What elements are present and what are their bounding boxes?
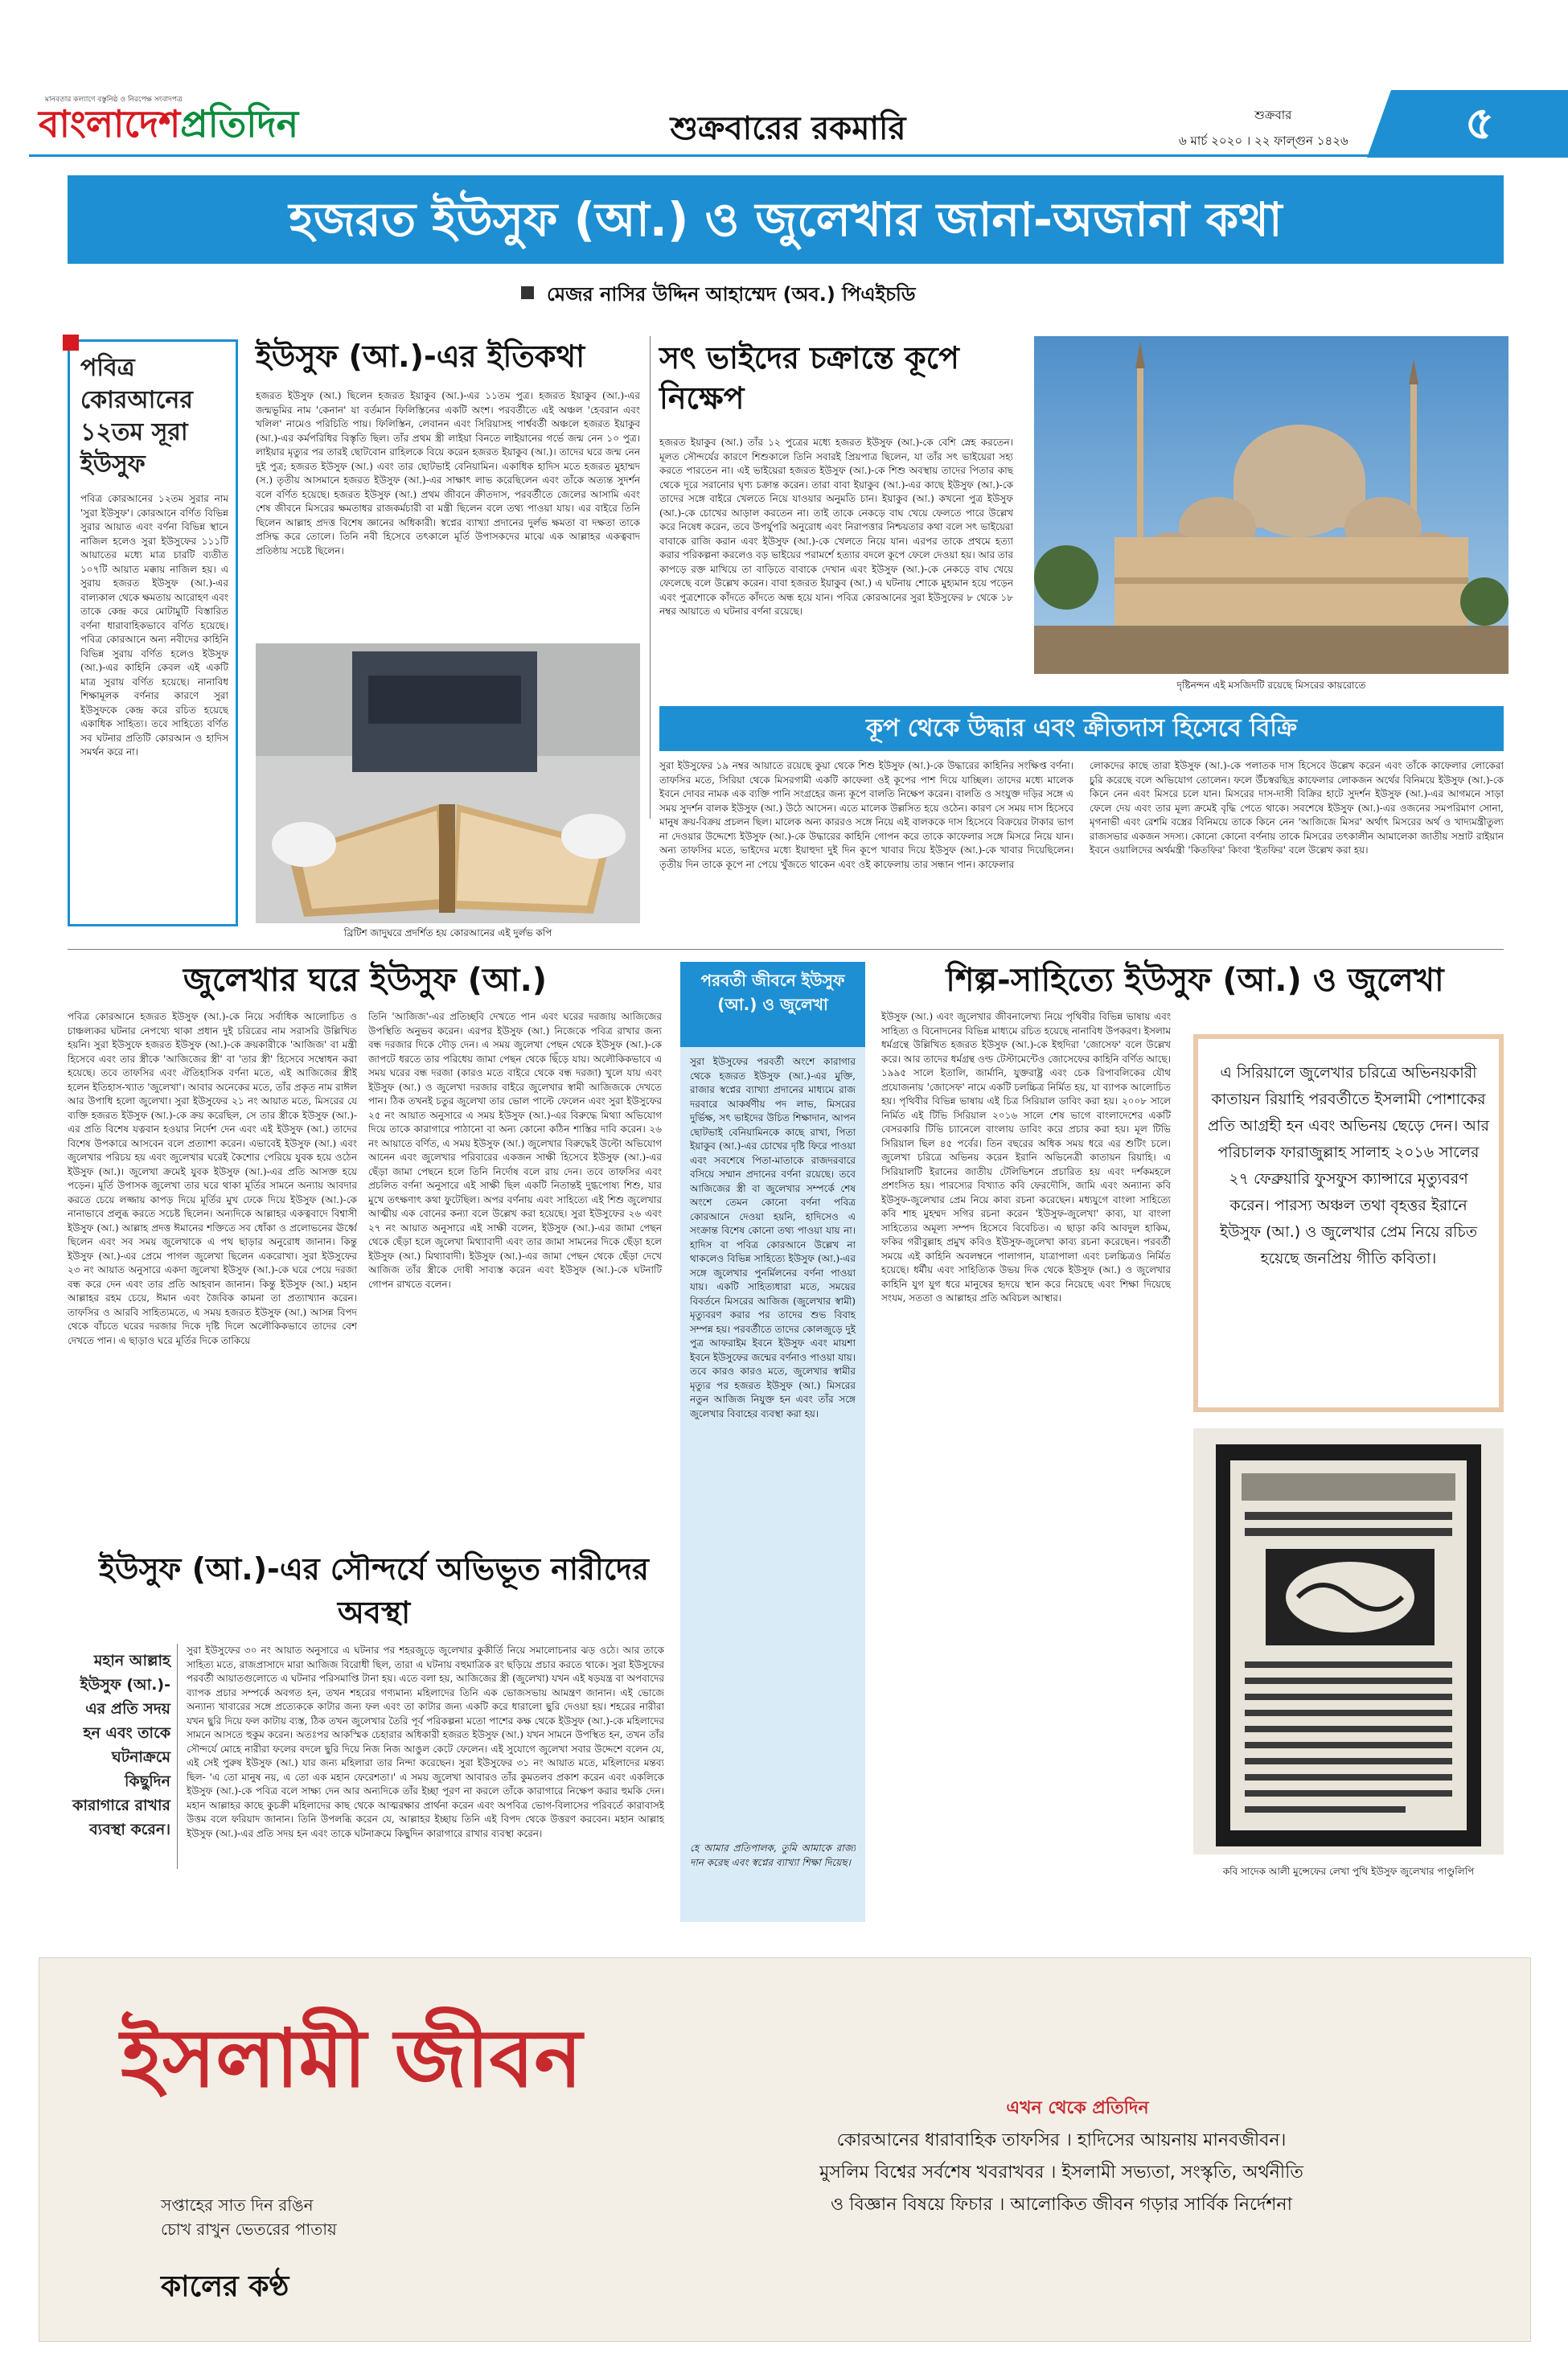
ad-right-line-2: মুসলিম বিশ্বের সর্বশেষ খবরাখবর । ইসলামী সভ্যতা, সংস্কৃতি, অর্থনীতি	[819, 2162, 1303, 2183]
sidebar-text: পবিত্র কোরআনের ১২তম সুরার নাম 'সুরা ইউসুফ'। কোরআনে বর্ণিত বিভিন্ন সুরার আয়াত এবং বর্ণনা বিভিন্ন স্থানে নাজিল হলেও সুরা ইউসুফের ১১১টি আয়াতের মধ্যে মাত্র চারটি ব্যতীত ১০৭টি আয়াত মক্কায় নাজিল হয়। এ সুরায় হজরত ইউসুফ (আ.)-এর বাল্যকাল থেকে ক্ষমতায় আরোহণ এবং তাকে কেন্দ্র করে মোটামুটি বিস্তারিত বর্ণনা ধারাবাহিকভাবে বর্ণিত হয়েছে। পবিত্র কোরআনে অন্য নবীদের কাহিনি বিভিন্ন সুরায় বর্ণিত হলেও ইউসুফ (আ.)-এর কাহিনি কেবল এই একটি মাত্র সুরায় বর্ণিত হয়েছে। নানাবিধ শিক্ষামূলক বর্ণনার কারণে সুরা ইউসুফকে কেন্দ্র করে রচিত হয়েছে একাধিক সাহিত্য। তবে সাহিত্যে বর্ণিত সব ঘটনার প্রতিটি কোরআন ও হাদিস সমর্থন করে না।	[80, 493, 228, 758]
sidebar-title: পবিত্র কোরআনের ১২তম সূরা ইউসুফ	[80, 354, 193, 478]
manuscript-photo	[1193, 1428, 1504, 1854]
masthead-tagline: মানবতার কল্যাণে বস্তুনিষ্ঠ ও নিরপেক্ষ সংবাদপত্র	[45, 96, 183, 104]
headline: হজরত ইউসুফ (আ.) ও জুলেখার জানা-অজানা কথা	[289, 192, 1283, 247]
well-title: সৎ ভাইদের চক্রান্তে কূপে নিক্ষেপ	[659, 340, 959, 416]
zulekha-house-text-col1: পবিত্র কোরআনে হজরত ইউসুফ (আ.)-কে নিয়ে সর্বাধিক আলোচিত ও চাঞ্চল্যকর ঘটনার নেপথ্যে থাকা প্রধান দুই চরিত্রের নাম সরাসরি উল্লিখিত হয়নি। সুরা ইউসুফে হজরত ইউসুফ (আ.)-কে ক্রয়কারীকে 'আজিজ' বা মন্ত্রী হিসেবে এবং তার স্ত্রীকে 'আজিজের স্ত্রী' বা 'তার স্ত্রী' হিসেবে সম্বোধন করা হয়েছে। তবে তাফসির এবং ঐতিহাসিক বর্ণনা মতে, এই আজিজের স্ত্রীই হলেন ইতিহাস-খ্যাত 'জুলেখা'। আবার অনেকের মতে, তাঁর প্রকৃত নাম রাঈল আর উপাধি হলো জুলেখা। সুরা ইউসুফের ২১ নং আয়াত মতে, মিসরের যে ব্যক্তি হজরত ইউসুফ (আ.)-কে ক্রয় করেছিল, সে তার স্ত্রীকে ইউসুফ (আ.)-এর প্রতি বিশেষ যত্নবান হওয়ার নির্দেশ দেন এবং এই ইউসুফ (আ.) তাদের বিশেষ উপকারে আসবেন বলে প্রত্যাশা করেন। এভাবেই ইউসুফ (আ.) এবং জুলেখার পরিচয় হয় এবং জুলেখার ঘরেই কৈশোর পেরিয়ে যুবক হয়ে ওঠেন ইউসুফ (আ.)। জুলেখা ক্রমেই যুবক ইউসুফ (আ.)-এর প্রতি আসক্ত হয়ে পড়েন। মূর্তি উপাসক জুলেখা তার ঘরে থাকা মূর্তির সামনে অন্যায় আবদার করতে চেয়ে লজ্জায় কাপড় দিয়ে মূর্তির মুখ ঢেকে দিয়ে ইউসুফ (আ.)-কে নানাভাবে প্রলুব্ধ করতে সচেষ্ট ছিলেন। অন্যদিকে আল্লাহর একত্ববাদে বিশ্বাসী ইউসুফ (আ.) আল্লাহ প্রদত্ত ঈমানের শক্তিতে সব ধোঁকা ও প্রলোভনের ঊর্ধ্বে ছিলেন এবং সব সময় জুলেখাকে এ পথ ছাড়ার অনুরোধ জানান। কিন্তু ইউসুফ (আ.)-এর প্রেমে পাগল জুলেখা ছিলেন একরোখা। সুরা ইউসুফের ২৩ নং আয়াত অনুসারে একদা জুলেখা ইউসুফ (আ.)-কে ঘরে পেয়ে দরজা বন্ধ করে দেন এবং তার প্রতি আহবান জানান। কিন্তু ইউসুফ (আ.) মহান আল্লাহর রহম চেয়ে, ঈমান এবং জৈবিক কামনা তা প্রত্যাখ্যান করেন। তাফসির ও আরবি সাহিত্যমতে, এ সময় হজরত ইউসুফ (আ.) আসন্ন বিপদ থেকে বাঁচতে ঘরের দরজার দিকে দৃষ্টি দিলে অলৌকিকভাবে তাদের বেশ দেখতে পান। এ ছাড়াও ঘরে মূর্তির দিকে তাকিয়ে	[68, 1011, 357, 1346]
arts-text: ইউসুফ (আ.) এবং জুলেখার জীবনালেখ্য নিয়ে পৃথিবীর বিভিন্ন ভাষায় এবং সাহিত্য ও বিনোদনের বিভিন্ন মাধ্যমে রচিত হয়েছে নানাবিধ উপকরণ। ইসলাম ধর্মগ্রন্থে উল্লিখিত হজরত ইউসুফ (আ.)-কে ইহুদিরা 'জোসেফ' বলে উল্লেখ করে। আর তাদের ধর্মগ্রন্থ ওল্ড টেস্টামেন্টেও জোসেফের কাহিনি বর্ণিত আছে। ১৯৯৫ সালে ইতালি, জার্মানি, যুক্তরাষ্ট্র এবং চেক রিপাবলিকের যৌথ প্রযোজনায় 'জোসেফ' নামে একটি চলচ্চিত্র নির্মিত হয়, যা ব্যাপক আলোচিত হয়। পৃথিবীর বিভিন্ন ভাষায় এই চিত্র সিরিয়াল ডাবিং করা হয়। ২০০৮ সালে নির্মিত এই টিভি সিরিয়াল ২০১৬ সালে শেষ ভাগে বাংলাদেশের একটি বেসরকারি টিভি চ্যানেলে বাংলায় ডাবিং করে প্রচার করা হয়। মূল টিভি সিরিয়াল ছিল ৪৫ পর্বের। তিন বছরের অধিক সময় ধরে এর শুটিং চলে। জুলেখা চরিত্রে অভিনয় করেন ইরানি অভিনেত্রী কাতায়ন রিয়াহি। এ সিরিয়ালটি ইরানের জাতীয় টেলিভিশনে প্রচারিত হয় এবং দর্শকমহলে প্রশংসিত হয়। পারস্যের বিখ্যাত কবি ফেরদৌসি, জামি এবং অন্যান্য কবি ইউসুফ-জুলেখার প্রেম নিয়ে কাব্য রচনা করেছেন। মধ্যযুগে বাংলা সাহিত্যে কবি শাহ মুহম্মদ সগির রচনা করেন 'ইউসুফ-জুলেখা' কাব্য, যা বাংলা সাহিত্যের অমূল্য সম্পদ হিসেবে বিবেচিত। এ ছাড়া কবি আবদুল হাকিম, ফকির গরীবুল্লাহ প্রমুখ কবিও ইউসুফ-জুলেখা কাব্য রচনা করেছেন। পরবর্তী সময়ে এই কাহিনি অবলম্বনে পালাগান, যাত্রাপালা এবং চলচ্চিত্রও নির্মিত হয়েছে। ধর্মীয় এবং সাহিত্যিক উভয় দিক থেকে ইউসুফ (আ.) ও জুলেখার কাহিনি যুগ যুগ ধরে মানুষের হৃদয়ে স্থান করে নিয়েছে এবং শিক্ষা দিয়েছে সংযম, সততা ও আল্লাহর প্রতি অবিচল আস্থার।	[881, 1011, 1171, 1304]
newspaper-logo[interactable]	[39, 100, 360, 148]
masthead-underline	[29, 154, 1428, 157]
section-title: শুক্রবারের রকমারি	[670, 110, 906, 147]
issue-date: ৬ মার্চ ২০২০ । ২২ ফাল্গুন ১৪২৬	[1179, 133, 1348, 148]
well-text: হজরত ইয়াকুব (আ.) তাঁর ১২ পুত্রের মধ্যে হজরত ইউসুফ (আ.)-কে বেশি স্নেহ করতেন। মূলত সৌন্দর্যের কারণে শিশুকালে তিনি সবারই প্রিয়পাত্র ছিলেন, যা তাঁর সৎ ভাইয়েরা সহ্য করতে পারতেন না। এই ভাইয়েরা হজরত ইউসুফ (আ.)-কে শিশু অবস্থায় তাদের পিতার কাছ থেকে দূরে সরানোর ঘৃণ্য চক্রান্ত করেন। তারা বাবা ইয়াকুব (আ.)-এর কাছে ইউসুফ (আ.)-কে তাদের সঙ্গে বাইরে খেলতে নিয়ে যাওয়ার অনুমতি চান। ইয়াকুব (আ.) কখনো পুত্র ইউসুফ (আ.)-কে চোখের আড়াল করতেন না। তাই তাকে নেকড়ে বাঘ খেয়ে ফেলতে পারে উল্লেখ করে নিষেধ করেন, তবে উপর্যুপরি অনুরোধ এবং নিরাপত্তার নিশ্চয়তার কথা বলে সৎ ভাইয়েরা বাবাকে রাজি করান এবং ইউসুফ (আ.)-কে খেলতে নিয়ে যান। এরপর তাকে প্রথমে হত্যা করার পরিকল্পনা করলেও বড় ভাইয়ের পরামর্শে হত্যার বদলে কূপে ফেলে দেওয়া হয়। আর তার কাপড়ে রক্ত মাখিয়ে তা বাড়িতে বাবাকে দেখান এবং ইউসুফ (আ.)-কে নেকড়ে বাঘ খেয়ে ফেলেছে বলে উল্লেখ করেন। বাবা হজরত ইয়াকুব (আ.) এ ঘটনায় শোকে মুহ্যমান হয়ে পড়েন এবং পুত্রশোকে কাঁদতে কাঁদতে অন্ধ হয়ে যান। পবিত্র কোরআনের সুরা ইউসুফের ৮ থেকে ১৮ নম্বর আয়াতে এ ঘটনার বর্ণনা রয়েছে।	[659, 437, 1013, 617]
mosque-photo-caption: দৃষ্টিনন্দন এই মসজিদটি রয়েছে মিসরের কায়রোতে	[1176, 680, 1366, 691]
history-title: ইউসুফ (আ.)-এর ইতিকথা	[256, 339, 585, 374]
beauty-pull-quote: মহান আল্লাহ ইউসুফ (আ.)-এর প্রতি সদয় হন এবং তাকে ঘটনাক্রমে কিছুদিন কারাগারে রাখার ব্যবস্থা করেন।	[72, 1652, 170, 1838]
zulekha-house-text-col2: তিনি 'আজিজ'-এর প্রতিচ্ছবি দেখতে পান এবং ঘরের দরজায় আজিজের উপস্থিতি অনুভব করেন। এরপর ইউসুফ (আ.) নিজেকে পবিত্র রাখার জন্য বন্ধ দরজার দিকে দৌড় দেন। এ সময় জুলেখা পেছন থেকে ইউসুফ (আ.)-কে জাপটে ধরতে তার পরিধেয় জামা পেছন থেকে ছিঁড়ে যায়। অলৌকিকভাবে এ সময় ঘরের বন্ধ দরজা (কারও মতে বাইরে থেকে বন্ধ দরজা) খুলে যায় এবং ইউসুফ (আ.) ও জুলেখা দরজার বাইরে জুলেখার স্বামী আজিজকে দেখতে পান। ঠিক তখনই চতুর জুলেখা তার ভোল পাল্টে ফেলেন এবং সুরা ইউসুফের ২৫ নং আয়াত অনুসারে এ সময় ইউসুফ (আ.)-এর বিরুদ্ধে মিথ্যা অভিযোগ দিয়ে তাকে কারাগারে পাঠানো বা অন্য কোনো কঠিন শাস্তির দাবি করেন। ২৬ নং আয়াতে বর্ণিত, এ সময় ইউসুফ (আ.) জুলেখার বিরুদ্ধেই উল্টো অভিযোগ আনেন এবং জুলেখার পরিবারের একজন সাক্ষী হিসেবে ইউসুফ (আ.)-এর ছেঁড়া জামা পেছনে হলে তিনি নির্দোষ বলে রায় দেন। তবে তাফসির এবং প্রচলিত বর্ণনা অনুসারে এই সাক্ষী ছিল একটি নিতান্তই দুগ্ধপোষ্য শিশু, যার মুখে তৎক্ষণাৎ কথা ফুটেছিল। অপর বর্ণনায় এবং সাহিত্যে এই শিশু জুলেখার আত্মীয় এক বোনের কন্যা বলে উল্লেখ করা হয়েছে। সুরা ইউসুফের ২৬ এবং ২৭ নং আয়াত অনুসারে এই সাক্ষী বলেন, ইউসুফ (আ.)-এর জামা পেছন থেকে ছেঁড়া হলে জুলেখা মিথ্যাবাদী এবং তার জামা সামনের দিকে ছেঁড়া হলে ইউসুফ (আ.) মিথ্যাবাদী। ইউসুফ (আ.)-এর জামা পেছন থেকে ছেঁড়া দেখে আজিজ তাঁর স্ত্রীকে দোষী সাব্যস্ত করেন এবং ইউসুফ (আ.)-কে ঘটনাটি গোপন রাখতে বলেন।	[368, 1011, 662, 1290]
pull-quote-divider	[177, 1644, 178, 1869]
ad-brand: কালের কণ্ঠ	[161, 2270, 289, 2303]
ad-right-line-1: কোরআনের ধারাবাহিক তাফসির । হাদিসের আয়নায় মানবজীবন।	[836, 2130, 1287, 2150]
byline-marker-icon	[521, 286, 534, 299]
byline: মেজর নাসির উদ্দিন আহাম্মেদ (অব.) পিএইচডি	[547, 283, 916, 306]
beauty-text: সুরা ইউসুফের ৩০ নং আয়াত অনুসারে এ ঘটনার পর শহরজুড়ে জুলেখার কুকীর্তি নিয়ে সমালোচনার ঝড় ওঠে। আর তাকে সাহিত্য মতে, রাজপ্রাসাদে মারা আজিজ বিরোধী ছিল, তারা এ ঘটনায় বহুমাত্রিক রং ছড়িয়ে প্রচার করতে থাকে। সুরা ইউসুফের পরবর্তী আয়াতগুলোতে এ ঘটনার পরিসমাপ্তি টানা হয়। এতে বলা হয়, আজিজের স্ত্রী (জুলেখা) যখন এই ষড়যন্ত্র বা অপবাদের ব্যাপক প্রচার সম্পর্কে অবগত হন, তখন শহরের গণ্যমান্য মহিলাদের তিনি এক ভোজসভায় আমন্ত্রণ জানান। এই ভোজে অন্যান্য খাবারের সঙ্গে প্রত্যেককে কাটার জন্য ফল এবং তা কাটার জন্য একটি করে ধারালো ছুরি দেওয়া হয়। শহরের নারীরা যখন ছুরি দিয়ে ফল কাটায় ব্যস্ত, ঠিক তখন জুলেখার তৈরি পূর্ব পরিকল্পনা মতো পাশের কক্ষ থেকে ইউসুফ (আ.)-কে মহিলাদের সামনে আসতে হুকুম করেন। অতঃপর আকস্মিক চেহারার অধিকারী হজরত ইউসুফ (আ.) যখন সামনে উপস্থিত হন, তখন তাঁর সৌন্দর্যে মোহে নারীরা ফলের বদলে ছুরি দিয়ে নিজ নিজ আঙুল কেটে ফেলেন। এই সুযোগে জুলেখা সবার উদ্দেশে বলেন যে, এই সেই পুরুষ ইউসুফ (আ.) যার জন্য মহিলারা তার নিন্দা করেছেন। সুরা ইউসুফের ৩১ নং আয়াত মতে, মহিলাদের মন্তব্য ছিল- 'এ তো মানুষ নয়, এ তো এক মহান ফেরেশতা।' এ সময় জুলেখা আবারও তাঁর কুমতলব প্রকাশ করেন এবং একলিকে ইউসুফ (আ.)-কে পবিত্র বলে সাক্ষ্য দেন আর অন্যদিকে তাঁর ইচ্ছা পূরণ না করলে তাঁকে কারাগারে নিক্ষেপ করার হুমকি দেন। মহান আল্লাহর কাছে কুচক্রী মহিলাদের কাছ থেকে আত্মরক্ষার প্রার্থনা করেন এবং অপবিত্র ভোগ-বিলাসের পরিবর্তে কারাবাসই উত্তম বলে ফরিয়াদ জানান। তিনি উপলব্ধি করেন যে, আল্লাহর ইচ্ছায় তিনি এই বিপদ থেকে উত্তরণ করবেন। মহান আল্লাহ ইউসুফ (আ.)-এর প্রতি সদয় হন এবং তাকে ঘটনাক্রমে কিছুদিন কারাগারে রাখার ব্যবস্থা করেন।	[187, 1645, 664, 1839]
masthead	[0, 0, 1568, 169]
cairo-mosque-photo	[1034, 336, 1508, 674]
logo-part-2: প্রতিদিন	[180, 102, 299, 146]
column-divider	[650, 336, 651, 819]
slave-text-col2: লোকদের কাছে তারা ইউসুফ (আ.)-কে পলাতক দাস হিসেবে উল্লেখ করেন এবং তাঁকে কাফেলার লোকেরা চুরি করেছে বলে অভিযোগ তোলেন। ফলে উঁচস্বরছিদ্র কাফেলার লোকজন অর্থের বিনিময়ে ইউসুফ (আ.)-কে কিনে নেন এবং মিসরে চলে যান। মিসরের দাস-দাসী বিক্রির হাটে সুদর্শন ইউসুফ (আ.)-এর আগমনে সাড়া ফেলে দেয় এবং তার মূল্য ক্রমেই বৃদ্ধি পেতে থাকে। সবশেষে ইউসুফ (আ.)-এর ওজনের সমপরিমাণ সোনা, মৃগনাভী এবং রেশমি বস্ত্রের বিনিময়ে তাকে কিনে নেন 'আজিজে মিসর' অর্থাৎ মিসরের অর্থ ও খাদ্যমন্ত্রীতুল্য রাজসভার একজন সদস্য। কোনো কোনো বর্ণনায় তাকে মিসরের তৎকালীন আমালেকা জাতীয় সম্রাট রাইয়ান ইবনে ওয়ালিদের অর্থমন্ত্রী 'কিতফির' কিংবা 'ইতফির' বলে উল্লেখ করা হয়।	[1090, 760, 1504, 856]
ad-title: ইসলামী জীবন	[121, 2011, 582, 2105]
ad-line-2: চোখ রাখুন ভেতরের পাতায়	[161, 2220, 337, 2239]
ad-right-line-3: ও বিজ্ঞান বিষয়ে ফিচার । আলোকিত জীবন গড়ার সার্বিক নির্দেশনা	[831, 2195, 1292, 2215]
slave-text-col1: সুরা ইউসুফের ১৯ নম্বর আয়াতে রয়েছে কুয়া থেকে শিশু ইউসুফ (আ.)-কে উদ্ধারের কাহিনির সংক্ষিপ্ত বর্ণনা। তাফসির মতে, সিরিয়া থেকে মিসরগামী একটি কাফেলা ওই কূপের পাশ দিয়ে যাচ্ছিল। তাদের মধ্যে মালেক ইবনে দোবর নামক এক ব্যক্তি পানি সংগ্রহের জন্য কূপে বালতি নিক্ষেপ করেন। বালতি ও সংযুক্ত দড়ির সঙ্গে এ সময় সুদর্শন বালক ইউসুফ (আ.) উঠে আসেন। এতে মালেক উল্লসিত হয়ে ওঠেন। কারণ সে সময় দাস হিসেবে মানুষ ক্রয়-বিক্রয় প্রচলন ছিল। মালেক অন্য কাররও সঙ্গে নিয়ে এই বালককে দাস হিসেবে বিক্রয়ের টাকার ভাগ না দেওয়ার উদ্দেশ্যে ইউসুফ (আ.)-কে উদ্ধারের কাহিনি গোপন করে তাকে কাফেলার সঙ্গে মিসরে নিয়ে যান। অন্য তাফসির মতে, ভাইদের মধ্যে ইয়াহুদা দুই দিন কূপে খাবার দিয়ে ইউসুফ (আ.)-কে খাবার দিয়েছিলেন। তৃতীয় দিন তাকে কূপে না পেয়ে খুঁজতে থাকেন এবং ওই কাফেলায় তার সন্ধান পান। কাফেলার	[659, 760, 1073, 870]
issue-day: শুক্রবার	[1254, 108, 1292, 122]
zulekha-house-title: জুলেখার ঘরে ইউসুফ (আ.)	[183, 962, 548, 999]
ad-line-1: সপ্তাহের সাত দিন রঙিন	[161, 2195, 314, 2215]
highlight-text: এ সিরিয়ালে জুলেখার চরিত্রে অভিনয়কারী কাতায়ন রিয়াহি পরবর্তীতে ইসলামী পোশাকের প্রতি আগ্রহী হন এবং অভিনয় ছেড়ে দেন। আর পরিচালক ফারাজুল্লাহ সালাহ ২০১৬ সালের ২৭ ফেব্রুয়ারি ফুসফুস ক্যান্সারে মৃত্যুবরণ করেন। পারস্য অঞ্চল তথা বৃহত্তর ইরানে ইউসুফ (আ.) ও জুলেখার প্রেম নিয়ে রচিত হয়েছে জনপ্রিয় গীতি কবিতা।	[1208, 1064, 1489, 1267]
sidebar-box-accent	[63, 335, 79, 351]
beauty-title: ইউসুফ (আ.)-এর সৌন্দর্যে অভিভূত নারীদের অবস্থা	[99, 1551, 649, 1630]
slave-title: কূপ থেকে উদ্ধার এবং ক্রীতদাস হিসেবে বিক্রি	[865, 714, 1298, 742]
ad-right-title: এখন থেকে প্রতিদিন	[1006, 2098, 1149, 2118]
history-text: হজরত ইউসুফ (আ.) ছিলেন হজরত ইয়াকুব (আ.)-এর ১১তম পুত্র। হজরত ইয়াকুব (আ.)-এর জন্মভূমির নাম 'কেনান' যা বর্তমান ফিলিস্তিনের একটি অংশ। পরবর্তীতে এই অঞ্চল 'হেবরান এবং খলিল' নামেও পরিচিতি পায়। ফিলিস্তিন, লেবানন এবং সিরিয়াসহ পার্শ্ববর্তী অঞ্চলে হজরত ইয়াকুব (আ.)-এর কর্মপরিধির বিস্তৃতি ছিল। তাঁর প্রথম স্ত্রী লাইয়া বিনতে লাইয়ানের গর্ভে জন্ম নেন ১০ পুত্র। লাইয়ার মৃত্যুর পর তারই ছোটবোন রাহিলকে বিয়ে করেন হজরত ইয়াকুব (আ.)। তাদের ঘরে জন্ম নেন দুই পুত্র; হজরত ইউসুফ (আ.) এবং তার ছোটভাই বেনিয়ামিন। একাধিক হাদিস মতে হজরত মুহাম্মদ (স.) তৃতীয় আসমানে হজরত ইউসুফ (আ.)-এর সাক্ষাৎ লাভ করেছিলেন এবং তাঁকে অত্যন্ত সুদর্শন বলে বর্ণিত হয়েছে। হজরত ইউসুফ (আ.) প্রথম জীবনে ক্রীতদাস, পরবর্তীতে জেলের আসামি এবং শেষ জীবনে মিসরের ক্ষমতাধর রাজকর্মচারী বা মন্ত্রী ছিলেন বলে তথ্য পাওয়া যায়। এর বাইরে তিনি ছিলেন আল্লাহ প্রদত্ত বিশেষ জ্ঞানের অধিকারী। স্বপ্নের ব্যাখ্যা প্রদানের দুর্লভ ক্ষমতা বা দক্ষতা তাকে প্রসিদ্ধ করে তোলে। তিনি নবী হিসেবে তৎকালে মূর্তি উপাসকদের মাঝে এক আল্লাহর একত্ববাদ প্রতিষ্ঠায় সচেষ্ট ছিলেন।	[256, 390, 640, 557]
arts-title: শিল্প-সাহিত্যে ইউসুফ (আ.) ও জুলেখা	[946, 962, 1444, 999]
manuscript-caption: কবি সাদেক আলী মুন্সেফের লেখা পুথি ইউসুফ জুলেখার পাণ্ডুলিপি	[1222, 1866, 1475, 1877]
later-life-title: পরবর্তী জীবনে ইউসুফ (আ.) ও জুলেখা	[700, 971, 845, 1014]
page-number: ৫	[1464, 97, 1495, 150]
later-life-text: সুরা ইউসুফের পরবর্তী অংশে কারাগার থেকে হজরত ইউসুফ (আ.)-এর মুক্তি, রাজার স্বপ্নের ব্যাখ্যা প্রদানের মাধ্যমে রাজ দরবারে আকর্ষণীয় পদ লাভ, মিসরের দুর্ভিক্ষ, সৎ ভাইদের উচিত শিক্ষাদান, আপন ছোটভাই বেনিয়ামিনকে কাছে রাখা, পিতা ইয়াকুব (আ.)-এর চোখের দৃষ্টি ফিরে পাওয়া এবং সবশেষে পিতা-মাতাকে রাজদরবারে বসিয়ে সম্মান প্রদানের বর্ণনা রয়েছে। তবে আজিজের স্ত্রী বা জুলেখার সম্পর্কে শেষ অংশে তেমন কোনো বর্ণনা পবিত্র কোরআনে দেওয়া হয়নি, হাদিসেও এ সংক্রান্ত বিশেষ কোনো তথ্য পাওয়া যায় না। হাদিস বা পবিত্র কোরআনে উল্লেখ না থাকলেও বিভিন্ন সাহিত্যে ইউসুফ (আ.)-এর সঙ্গে জুলেখার পুনর্মিলনের বর্ণনা পাওয়া যায়। একটি সাহিত্যধারা মতে, সময়ের বিবর্তনে মিসরের আজিজ (জুলেখার স্বামী) মৃত্যুবরণ করার পর তাদের শুভ বিবাহ সম্পন্ন হয়। পরবর্তীতে তাদের কোলজুড়ে দুই পুত্র আফরাইম ইবনে ইউসুফ এবং মায়শা ইবনে ইউসুফের জন্মের বর্ণনাও পাওয়া যায়। তবে কারও কারও মতে, জুলেখার স্বামীর মৃত্যুর পর হজরত ইউসুফ (আ.) মিসরের নতুন আজিজ নিযুক্ত হন এবং তাঁর সঙ্গে জুলেখার বিবাহের ব্যবস্থা করা হয়।	[690, 1056, 856, 1419]
later-life-quote: হে আমার প্রতিপালক, তুমি আমাকে রাজ্য দান করেছ এবং স্বপ্নের ব্যাখ্যা শিক্ষা দিয়েছ।	[690, 1842, 856, 1868]
logo-part-1: বাংলাদেশ	[39, 102, 181, 146]
quran-photo-caption: ব্রিটিশ জাদুঘরে প্রদর্শিত হয় কোরআনের এই দুর্লভ কপি	[343, 927, 552, 939]
quran-manuscript-photo	[256, 643, 640, 923]
horizontal-divider	[68, 949, 1504, 950]
